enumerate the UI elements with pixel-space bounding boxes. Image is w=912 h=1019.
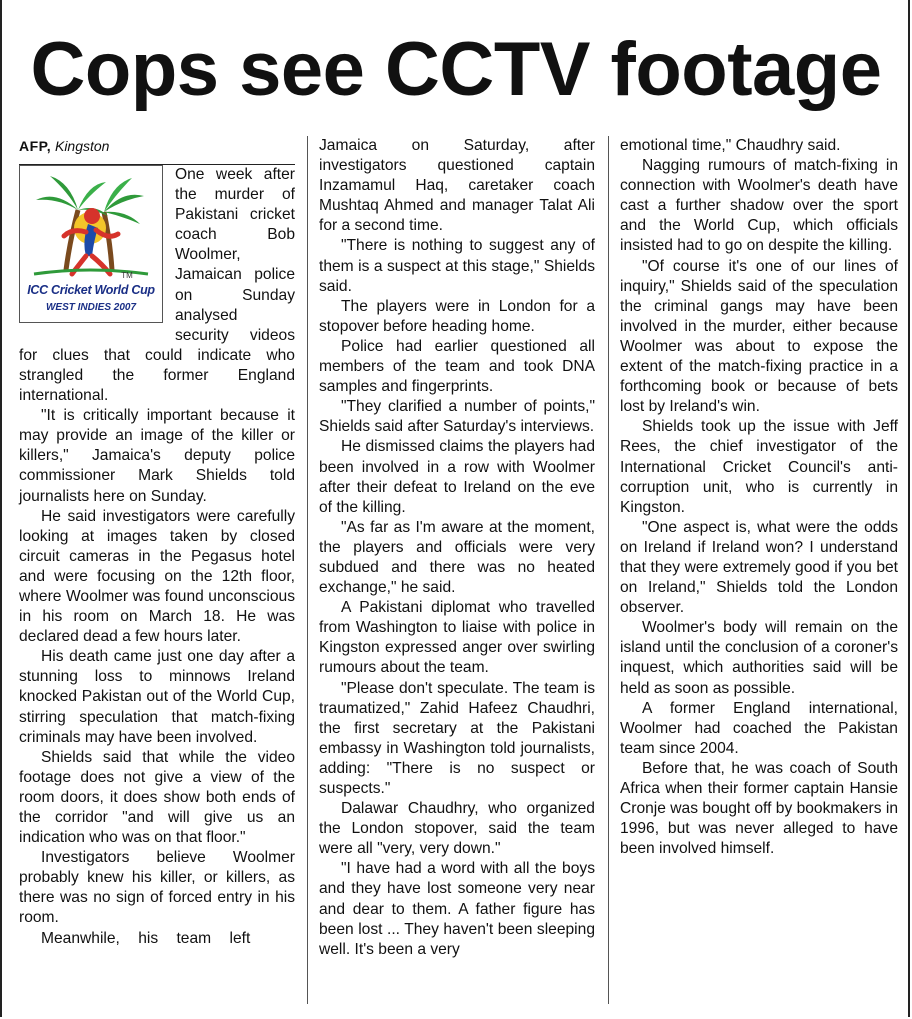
paragraph: Woolmer's body will remain on the island until the conclusion of a coroner's inquest, which authorities said will be held as soon as possible. bbox=[620, 619, 898, 697]
paragraph: "As far as I'm aware at the moment, the players and officials were very subdued and there was no heated exchange," he said. bbox=[319, 518, 595, 597]
column-1 bbox=[19, 136, 295, 949]
column-2 bbox=[319, 136, 595, 960]
trademark-mark: TM bbox=[121, 271, 133, 280]
paragraph: "They clarified a number of points," Shields said after Saturday's interviews. bbox=[319, 398, 595, 436]
world-cup-logo bbox=[19, 165, 163, 323]
column-divider bbox=[608, 136, 609, 1004]
paragraph: A former England international, Woolmer had coached the Pakistan team since 2004. bbox=[620, 699, 898, 757]
paragraph: He said investigators were carefully looking at images taken by closed circuit cameras in the Pegasus hotel and were focusing on the 12th floor, where Woolmer was found unconscious in his room on March 18. He was declared dead a few hours later. bbox=[19, 507, 295, 646]
paragraph: emotional time," Chaudhry said. bbox=[620, 137, 841, 154]
paragraph: "One aspect is, what were the odds on Ireland if Ireland won? I understand that they were extremely good if you bet on Ireland," Shields told the London observer. bbox=[620, 518, 898, 617]
paragraph: A Pakistani diplomat who travelled from Washington to liaise with police in Kingston expressed anger over swirling rumours about the team. bbox=[319, 599, 595, 677]
paragraph: Dalawar Chaudhry, who organized the London stopover, said the team were all "very, very down." bbox=[319, 800, 595, 858]
paragraph: The players were in London for a stopover before heading home. bbox=[319, 297, 595, 335]
paragraph: Police had earlier questioned all members of the team and took DNA samples and fingerprints. bbox=[319, 337, 595, 396]
byline-location: Kingston bbox=[54, 138, 110, 154]
cricket-world-cup-palm-logo-icon bbox=[26, 170, 156, 280]
paragraph: Before that, he was coach of South Africa when their former captain Hansie Cronje was bought off by bookmakers in 1996, but was never alleged to have been involved himself. bbox=[620, 759, 898, 858]
headline: Cops see CCTV footage bbox=[30, 27, 882, 112]
paragraph: "Of course it's one of our lines of inquiry," Shields said of the speculation the criminal gangs may have been involved in the murder, either because Woolmer was about to expose the extent of the match-fixing practice in a forthcoming book or because of bets lost by Ireland's win. bbox=[620, 257, 898, 416]
paragraph: "I have had a word with all the boys and they have lost someone very near and dear to them. A father figure has been lost ... They haven't been sleeping well. It's been a very bbox=[319, 860, 595, 958]
paragraph: Investigators believe Woolmer probably knew his killer, or killers, as there was no sign of forced entry in his room. bbox=[19, 849, 295, 927]
paragraph: Meanwhile, his team left bbox=[41, 929, 251, 947]
paragraph: Jamaica on Saturday, after investigators questioned captain Inzamamul Haq, caretaker coach Mushtaq Ahmed and manager Talat Ali for a second time. bbox=[319, 137, 595, 235]
paragraph: Shields said that while the video footage does not give a view of the room doors, it does show both ends of the corridor "and will give us an indication who was on that floor." bbox=[19, 748, 295, 847]
paragraph: Nagging rumours of match-fixing in connection with Woolmer's death have cast a further shadow over the sport and the World Cup, which officials insisted had to go on despite the killing. bbox=[620, 157, 898, 255]
paragraph: One week after the murder of Pakistani cricket coach Bob Woolmer, Jamaican police on Sunday analysed security videos for clues that could indicate who strangled the former England international. bbox=[19, 166, 295, 405]
byline bbox=[19, 136, 295, 165]
column-divider bbox=[307, 136, 308, 1004]
paragraph: He dismissed claims the players had been involved in a row with Woolmer after their defeat to Ireland on the eve of the killing. bbox=[319, 438, 595, 516]
paragraph: "Please don't speculate. The team is traumatized," Zahid Hafeez Chaudhri, the first secretary at the Pakistani embassy in Washington told journalists, adding: "There is no suspect or suspects." bbox=[319, 679, 595, 797]
byline-agency: AFP, bbox=[19, 138, 52, 154]
logo-subtitle: WEST INDIES 2007 bbox=[45, 302, 137, 313]
logo-title: ICC Cricket World Cup bbox=[27, 283, 155, 297]
paragraph: "It is critically important because it may provide an image of the killer or killers," Jamaica's deputy police commissioner Mark Shields told journalists here on Sunday. bbox=[19, 407, 295, 505]
column-3 bbox=[620, 136, 898, 859]
paragraph: His death came just one day after a stunning loss to minnows Ireland knocked Pakistan out of the World Cup, stirring speculation that match-fixing criminals may have been involved. bbox=[19, 648, 295, 746]
paragraph: Shields took up the issue with Jeff Rees, the chief investigator of the International Cricket Council's anti-corruption unit, who is currently in Kingston. bbox=[620, 418, 898, 516]
paragraph: "There is nothing to suggest any of them is a suspect at this stage," Shields said. bbox=[319, 237, 595, 295]
